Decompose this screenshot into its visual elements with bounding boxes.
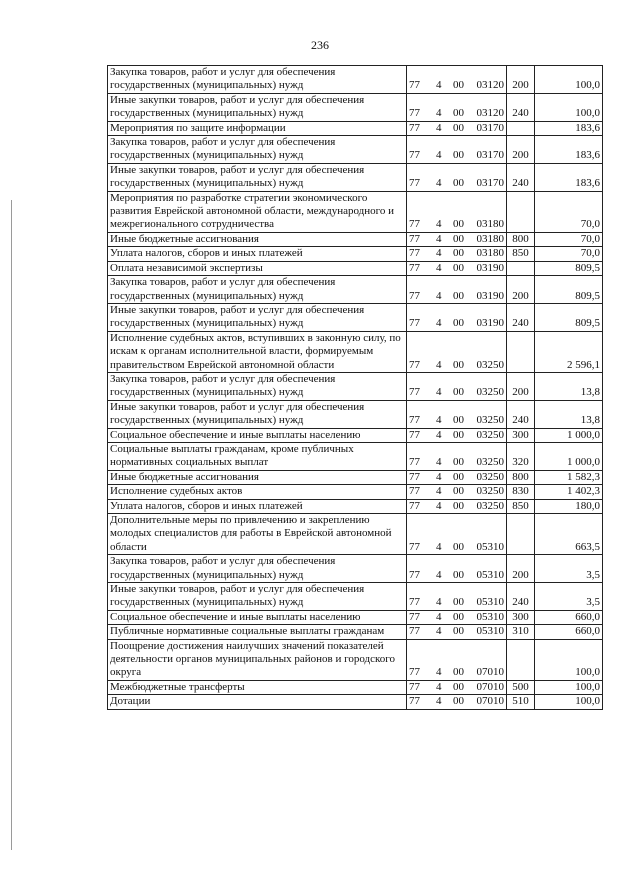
code-rz: 4 [434, 191, 449, 232]
row-name: Закупка товаров, работ и услуг для обеспечения государственных (муниципальных) нужд [108, 66, 407, 94]
budget-table [107, 65, 603, 710]
row-name: Мероприятия по защите информации [108, 121, 407, 135]
code-min: 77 [407, 485, 435, 499]
row-name: Публичные нормативные социальные выплаты гражданам [108, 625, 407, 639]
code-csr: 03250 [468, 400, 507, 428]
code-rz: 4 [434, 514, 449, 555]
code-program: 00 [449, 555, 468, 583]
table-row [108, 610, 603, 624]
code-csr: 03250 [468, 485, 507, 499]
code-program: 00 [449, 121, 468, 135]
code-rz: 4 [434, 625, 449, 639]
code-min: 77 [407, 93, 435, 121]
table-row [108, 555, 603, 583]
table-row [108, 428, 603, 442]
code-csr: 03120 [468, 66, 507, 94]
code-rz: 4 [434, 583, 449, 611]
amount-cell: 100,0 [535, 639, 603, 680]
row-name: Иные закупки товаров, работ и услуг для обеспечения государственных (муниципальных) нужд [108, 163, 407, 191]
amount-cell: 2 596,1 [535, 331, 603, 372]
code-min: 77 [407, 121, 435, 135]
code-vr [507, 121, 535, 135]
code-min: 77 [407, 428, 435, 442]
code-csr: 05310 [468, 625, 507, 639]
code-csr: 03180 [468, 191, 507, 232]
amount-cell: 100,0 [535, 680, 603, 694]
code-min: 77 [407, 639, 435, 680]
amount-cell: 660,0 [535, 610, 603, 624]
amount-cell: 1 582,3 [535, 470, 603, 484]
code-rz: 4 [434, 610, 449, 624]
code-csr: 05310 [468, 583, 507, 611]
row-name: Иные бюджетные ассигнования [108, 232, 407, 246]
code-vr: 500 [507, 680, 535, 694]
amount-cell: 809,5 [535, 303, 603, 331]
code-rz: 4 [434, 121, 449, 135]
amount-cell: 1 000,0 [535, 428, 603, 442]
page-number: 236 [311, 38, 329, 52]
code-program: 00 [449, 695, 468, 709]
code-program: 00 [449, 625, 468, 639]
table-row [108, 136, 603, 164]
code-vr [507, 191, 535, 232]
code-min: 77 [407, 136, 435, 164]
code-rz: 4 [434, 232, 449, 246]
amount-cell: 100,0 [535, 66, 603, 94]
row-name: Оплата независимой экспертизы [108, 261, 407, 275]
code-vr: 300 [507, 610, 535, 624]
table-row [108, 372, 603, 400]
code-min: 77 [407, 680, 435, 694]
code-min: 77 [407, 514, 435, 555]
amount-cell: 100,0 [535, 93, 603, 121]
row-name: Дотации [108, 695, 407, 709]
code-program: 00 [449, 442, 468, 470]
code-csr: 03250 [468, 428, 507, 442]
row-name: Поощрение достижения наилучших значений показателей деятельности органов муниципальных районов и городского округа [108, 639, 407, 680]
table-row [108, 303, 603, 331]
code-program: 00 [449, 136, 468, 164]
row-name: Иные закупки товаров, работ и услуг для обеспечения государственных (муниципальных) нужд [108, 303, 407, 331]
code-vr: 800 [507, 232, 535, 246]
table-row [108, 514, 603, 555]
code-min: 77 [407, 232, 435, 246]
row-name: Межбюджетные трансферты [108, 680, 407, 694]
code-vr: 200 [507, 555, 535, 583]
amount-cell: 183,6 [535, 163, 603, 191]
code-vr: 240 [507, 163, 535, 191]
code-min: 77 [407, 331, 435, 372]
code-min: 77 [407, 499, 435, 513]
code-rz: 4 [434, 695, 449, 709]
code-rz: 4 [434, 499, 449, 513]
row-name: Дополнительные меры по привлечению и закреплению молодых специалистов для работы в Еврейской автономной области [108, 514, 407, 555]
code-program: 00 [449, 232, 468, 246]
code-min: 77 [407, 163, 435, 191]
code-vr: 240 [507, 303, 535, 331]
row-name: Мероприятия по разработке стратегии экономического развития Еврейской автономной области, международного и межрегионального сотрудничества [108, 191, 407, 232]
amount-cell: 70,0 [535, 232, 603, 246]
row-name: Социальное обеспечение и иные выплаты населению [108, 428, 407, 442]
table-row [108, 400, 603, 428]
code-rz: 4 [434, 485, 449, 499]
amount-cell: 13,8 [535, 400, 603, 428]
table-row [108, 121, 603, 135]
amount-cell: 3,5 [535, 583, 603, 611]
code-program: 00 [449, 247, 468, 261]
code-min: 77 [407, 470, 435, 484]
table-row [108, 470, 603, 484]
code-rz: 4 [434, 163, 449, 191]
code-csr: 07010 [468, 639, 507, 680]
row-name: Иные бюджетные ассигнования [108, 470, 407, 484]
row-name: Социальные выплаты гражданам, кроме публичных нормативных социальных выплат [108, 442, 407, 470]
code-rz: 4 [434, 93, 449, 121]
row-name: Закупка товаров, работ и услуг для обеспечения государственных (муниципальных) нужд [108, 276, 407, 304]
table-row [108, 695, 603, 709]
code-csr: 03190 [468, 276, 507, 304]
code-program: 00 [449, 303, 468, 331]
table-row [108, 247, 603, 261]
code-vr: 200 [507, 136, 535, 164]
code-rz: 4 [434, 261, 449, 275]
table-row [108, 232, 603, 246]
table-row [108, 583, 603, 611]
code-program: 00 [449, 261, 468, 275]
row-name: Иные закупки товаров, работ и услуг для обеспечения государственных (муниципальных) нужд [108, 583, 407, 611]
row-name: Уплата налогов, сборов и иных платежей [108, 499, 407, 513]
code-program: 00 [449, 485, 468, 499]
code-program: 00 [449, 191, 468, 232]
amount-cell: 183,6 [535, 136, 603, 164]
row-name: Исполнение судебных актов, вступивших в законную силу, по искам к органам исполнительной власти, формируемым правительством Еврейской автономной области [108, 331, 407, 372]
code-program: 00 [449, 93, 468, 121]
code-csr: 07010 [468, 695, 507, 709]
code-min: 77 [407, 372, 435, 400]
amount-cell: 1 000,0 [535, 442, 603, 470]
amount-cell: 1 402,3 [535, 485, 603, 499]
code-csr: 03250 [468, 372, 507, 400]
margin-line [11, 200, 12, 850]
code-vr: 200 [507, 372, 535, 400]
table-row [108, 331, 603, 372]
code-csr: 07010 [468, 680, 507, 694]
row-name: Иные закупки товаров, работ и услуг для обеспечения государственных (муниципальных) нужд [108, 93, 407, 121]
code-min: 77 [407, 625, 435, 639]
code-vr [507, 639, 535, 680]
table-row [108, 93, 603, 121]
row-name: Закупка товаров, работ и услуг для обеспечения государственных (муниципальных) нужд [108, 372, 407, 400]
table-row [108, 442, 603, 470]
table-row [108, 485, 603, 499]
code-vr: 240 [507, 583, 535, 611]
row-name: Социальное обеспечение и иные выплаты населению [108, 610, 407, 624]
amount-cell: 663,5 [535, 514, 603, 555]
code-vr: 240 [507, 93, 535, 121]
row-name: Иные закупки товаров, работ и услуг для обеспечения государственных (муниципальных) нужд [108, 400, 407, 428]
table-row [108, 261, 603, 275]
code-vr: 850 [507, 499, 535, 513]
code-min: 77 [407, 442, 435, 470]
amount-cell: 3,5 [535, 555, 603, 583]
code-program: 00 [449, 583, 468, 611]
code-rz: 4 [434, 639, 449, 680]
amount-cell: 660,0 [535, 625, 603, 639]
amount-cell: 13,8 [535, 372, 603, 400]
table-row [108, 625, 603, 639]
code-program: 00 [449, 680, 468, 694]
code-min: 77 [407, 583, 435, 611]
code-csr: 05310 [468, 610, 507, 624]
code-rz: 4 [434, 303, 449, 331]
code-csr: 03120 [468, 93, 507, 121]
code-vr: 320 [507, 442, 535, 470]
code-program: 00 [449, 428, 468, 442]
code-csr: 03250 [468, 499, 507, 513]
code-vr: 240 [507, 400, 535, 428]
code-min: 77 [407, 555, 435, 583]
code-rz: 4 [434, 428, 449, 442]
code-rz: 4 [434, 470, 449, 484]
code-rz: 4 [434, 442, 449, 470]
row-name: Исполнение судебных актов [108, 485, 407, 499]
code-csr: 03250 [468, 442, 507, 470]
code-vr: 200 [507, 276, 535, 304]
code-min: 77 [407, 261, 435, 275]
amount-cell: 100,0 [535, 695, 603, 709]
code-program: 00 [449, 66, 468, 94]
code-vr: 830 [507, 485, 535, 499]
code-program: 00 [449, 276, 468, 304]
code-program: 00 [449, 499, 468, 513]
amount-cell: 809,5 [535, 261, 603, 275]
code-vr [507, 331, 535, 372]
code-program: 00 [449, 514, 468, 555]
table-row [108, 276, 603, 304]
code-program: 00 [449, 610, 468, 624]
code-program: 00 [449, 400, 468, 428]
amount-cell: 180,0 [535, 499, 603, 513]
code-csr: 03170 [468, 136, 507, 164]
code-csr: 05310 [468, 514, 507, 555]
code-rz: 4 [434, 372, 449, 400]
code-csr: 03170 [468, 121, 507, 135]
code-csr: 03190 [468, 261, 507, 275]
code-rz: 4 [434, 555, 449, 583]
table-row [108, 639, 603, 680]
table-row [108, 499, 603, 513]
code-rz: 4 [434, 247, 449, 261]
code-vr: 800 [507, 470, 535, 484]
code-program: 00 [449, 331, 468, 372]
code-vr [507, 261, 535, 275]
row-name: Закупка товаров, работ и услуг для обеспечения государственных (муниципальных) нужд [108, 555, 407, 583]
code-csr: 05310 [468, 555, 507, 583]
amount-cell: 70,0 [535, 247, 603, 261]
code-min: 77 [407, 303, 435, 331]
code-min: 77 [407, 695, 435, 709]
code-vr: 850 [507, 247, 535, 261]
code-vr: 200 [507, 66, 535, 94]
code-rz: 4 [434, 400, 449, 428]
code-program: 00 [449, 470, 468, 484]
table-row [108, 163, 603, 191]
amount-cell: 809,5 [535, 276, 603, 304]
table-row [108, 191, 603, 232]
code-csr: 03190 [468, 303, 507, 331]
table-row [108, 66, 603, 94]
row-name: Уплата налогов, сборов и иных платежей [108, 247, 407, 261]
row-name: Закупка товаров, работ и услуг для обеспечения государственных (муниципальных) нужд [108, 136, 407, 164]
code-min: 77 [407, 66, 435, 94]
code-vr: 510 [507, 695, 535, 709]
code-csr: 03250 [468, 331, 507, 372]
code-min: 77 [407, 610, 435, 624]
code-csr: 03180 [468, 232, 507, 246]
code-csr: 03170 [468, 163, 507, 191]
code-csr: 03180 [468, 247, 507, 261]
code-vr: 310 [507, 625, 535, 639]
table-row [108, 680, 603, 694]
code-rz: 4 [434, 66, 449, 94]
code-rz: 4 [434, 680, 449, 694]
code-vr: 300 [507, 428, 535, 442]
code-rz: 4 [434, 331, 449, 372]
code-program: 00 [449, 372, 468, 400]
code-vr [507, 514, 535, 555]
amount-cell: 183,6 [535, 121, 603, 135]
code-min: 77 [407, 400, 435, 428]
code-rz: 4 [434, 136, 449, 164]
code-min: 77 [407, 247, 435, 261]
code-program: 00 [449, 639, 468, 680]
code-csr: 03250 [468, 470, 507, 484]
code-min: 77 [407, 276, 435, 304]
code-program: 00 [449, 163, 468, 191]
code-min: 77 [407, 191, 435, 232]
code-rz: 4 [434, 276, 449, 304]
amount-cell: 70,0 [535, 191, 603, 232]
